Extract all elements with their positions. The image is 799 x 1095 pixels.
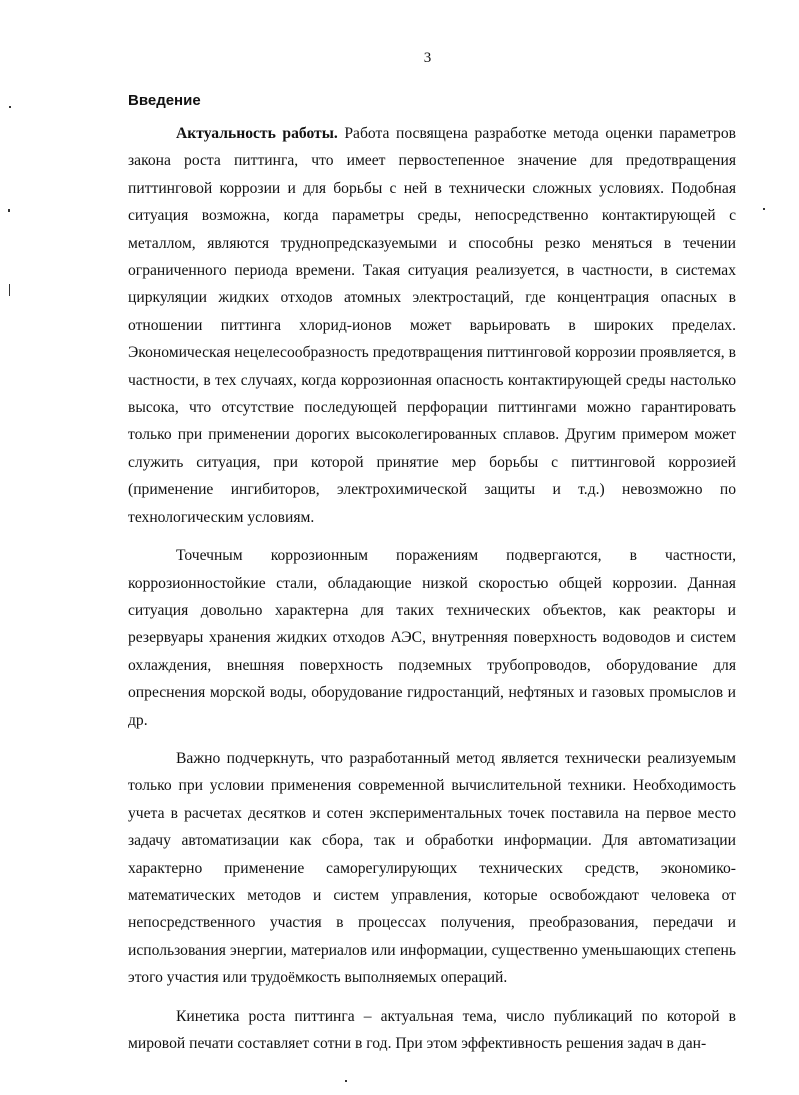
section-heading: Введение <box>128 92 201 109</box>
paragraph-lead: Актуальность работы. <box>176 125 338 142</box>
scan-speck <box>9 106 11 108</box>
paragraph-pitting-damage: Точечным коррозионным поражениям подвергаются, в частности, коррозионностойкие стали, обладающие низкой скоростью общей коррозии. Данная ситуация довольно характерна для таких технических объектов, как реакторы и резервуары хранения жидких отходов АЭС, внутренняя поверхность водоводов и систем охлаждения, внешняя поверхность подземных трубопроводов, оборудование для опреснения морской воды, оборудование гидростанций, нефтяных и газовых промыслов и др. <box>128 547 736 729</box>
scan-speck <box>9 284 10 296</box>
body-text <box>128 120 736 1057</box>
scan-speck <box>8 209 10 212</box>
scan-speck <box>763 208 765 210</box>
paragraph-kinetics: Кинетика роста питтинга – актуальная тема, число публикаций по которой в мировой печати составляет сотни в год. При этом эффективность решения задач в дан- <box>128 1007 736 1052</box>
paragraph-automation: Важно подчеркнуть, что разработанный метод является технически реализуемым только при условии применения современной вычислительной техники. Необходимость учета в расчетах десятков и сотен экспериментальных точек поставила на первое место задачу автоматизации как сбора, так и обработки информации. Для автоматизации характерно применение саморегулирующих технических средств, экономико-математических методов и систем управления, которые освобождают человека от непосредственного участия в процессах получения, преобразования, передачи и использования энергии, материалов или информации, существенно уменьшающих степень этого участия или трудоёмкость выполняемых операций. <box>128 749 736 987</box>
scan-speck <box>345 1080 347 1082</box>
page-number: 3 <box>423 50 432 66</box>
paragraph-text: Работа посвящена разработке метода оценки параметров закона роста питтинга, что имеет первостепенное значение для предотвращения питтинговой коррозии и для борьбы с ней в технически сложных условиях. Подобная ситуация возможна, когда параметры среды, непосредственно контактирующей с металлом, являются труднопредсказуемыми и способны резко меняться в течении ограниченного периода времени. Такая ситуация реализуется, в частности, в системах циркуляции жидких отходов атомных электростаций, где концентрация опасных в отношении питтинга хлорид-ионов может варьировать в широких пределах. Экономическая нецелесообразность предотвращения питтинговой коррозии проявляется, в частности, в тех случаях, когда коррозионная опасность контактирующей среды настолько высока, что отсутствие последующей перфорации питтингами можно гарантировать только при применении дорогих высоколегированных сплавов. Другим примером может служить ситуация, при которой принятие мер борьбы с питтинговой коррозией (применение ингибиторов, электрохимической защиты и т.д.) невозможно по технологическим условиям. <box>128 125 736 526</box>
paragraph-relevance <box>128 120 736 531</box>
